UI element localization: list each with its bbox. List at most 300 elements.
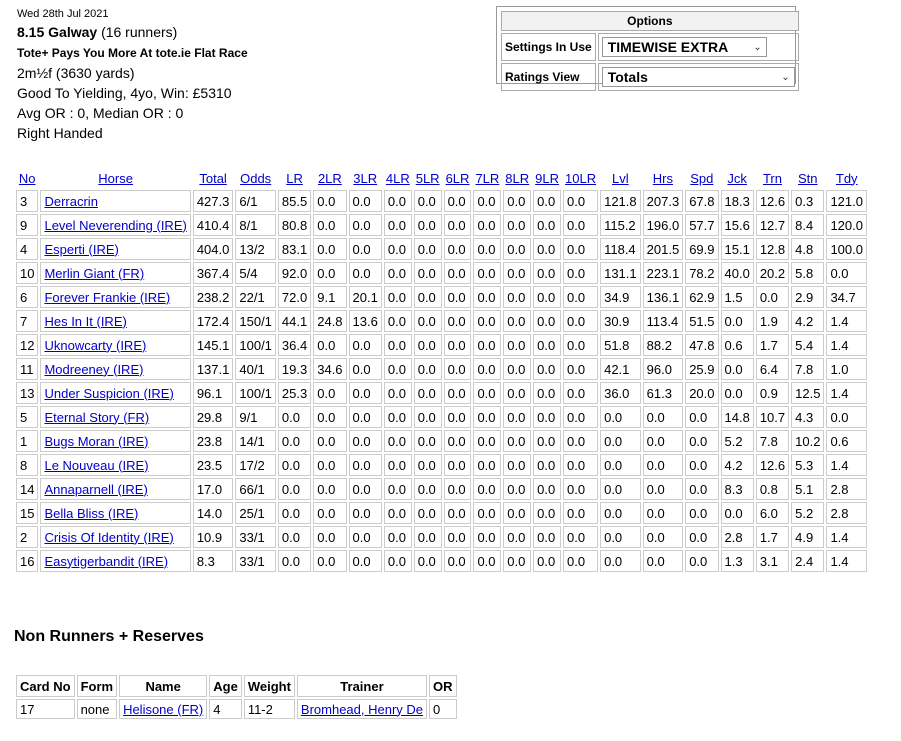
settings-select-value: TIMEWISE EXTRA [607,39,729,55]
chevron-down-icon: ⌄ [781,71,790,83]
cell-jck: 4.2 [721,454,754,476]
nr-trainer-link[interactable]: Bromhead, Henry De [300,701,424,717]
cell-trn: 12.7 [756,214,789,236]
cell-spd: 20.0 [685,382,718,404]
cell-odds: 100/1 [235,334,276,356]
cell-stn: 4.2 [791,310,824,332]
sort-link-odds[interactable]: Odds [240,170,272,186]
cell-no: 4 [16,238,38,260]
cell-6lr: 0.0 [444,526,472,548]
cell-lvl: 0.0 [600,478,641,500]
cell-8lr: 0.0 [503,358,531,380]
race-time-course: 8.15 Galway [17,24,98,40]
ratings-cell [598,63,799,91]
horse-cell [40,454,190,476]
horse-link[interactable]: Annaparnell (IRE) [44,481,148,497]
cell-jck: 0.0 [721,382,754,404]
non-runners-header-row [16,675,457,697]
cell-6lr: 0.0 [444,454,472,476]
horse-link[interactable]: Esperti (IRE) [44,241,119,257]
cell-8lr: 0.0 [503,214,531,236]
cell-2lr: 34.6 [313,358,346,380]
sort-link-spd[interactable]: Spd [690,170,714,186]
column-header-lr [278,168,311,188]
cell-3lr: 0.0 [349,430,382,452]
cell-spd: 69.9 [685,238,718,260]
cell-8lr: 0.0 [503,454,531,476]
sort-link-tdy[interactable]: Tdy [835,170,858,186]
chevron-down-icon: ⌄ [753,41,762,53]
horse-link[interactable]: Under Suspicion (IRE) [44,385,174,401]
cell-stn: 0.3 [791,190,824,212]
nr-column-header: Form [77,675,118,697]
horse-link[interactable]: Bella Bliss (IRE) [44,505,139,521]
cell-stn: 10.2 [791,430,824,452]
horse-cell [40,550,190,572]
cell-odds: 9/1 [235,406,276,428]
cell-7lr: 0.0 [473,358,501,380]
cell-2lr: 0.0 [313,262,346,284]
cell-tdy: 1.4 [826,454,867,476]
horse-link[interactable]: Easytigerbandit (IRE) [44,553,169,569]
cell-lr: 19.3 [278,358,311,380]
sort-link-9lr[interactable]: 9LR [535,170,560,186]
cell-total: 137.1 [193,358,234,380]
cell-spd: 0.0 [685,526,718,548]
sort-link-no[interactable]: No [18,170,36,186]
horse-link[interactable]: Crisis Of Identity (IRE) [44,529,174,545]
cell-4lr: 0.0 [384,526,412,548]
table-row [16,526,867,548]
cell-odds: 33/1 [235,526,276,548]
nr-cell: 4 [209,699,242,719]
sort-link-4lr[interactable]: 4LR [385,170,410,186]
cell-trn: 0.8 [756,478,789,500]
cell-4lr: 0.0 [384,334,412,356]
cell-stn: 7.8 [791,358,824,380]
cell-spd: 62.9 [685,286,718,308]
cell-lvl: 42.1 [600,358,641,380]
horse-link[interactable]: Bugs Moran (IRE) [44,433,149,449]
cell-8lr: 0.0 [503,190,531,212]
cell-lr: 0.0 [278,430,311,452]
table-row [16,699,457,719]
cell-2lr: 0.0 [313,214,346,236]
cell-2lr: 0.0 [313,334,346,356]
cell-total: 96.1 [193,382,234,404]
cell-tdy: 0.6 [826,430,867,452]
cell-no: 6 [16,286,38,308]
cell-9lr: 0.0 [533,502,561,524]
cell-4lr: 0.0 [384,454,412,476]
horse-link[interactable]: Merlin Giant (FR) [44,265,145,281]
cell-5lr: 0.0 [414,382,442,404]
cell-2lr: 0.0 [313,502,346,524]
race-date: Wed 28th Jul 2021 [17,8,109,20]
cell-lr: 0.0 [278,478,311,500]
cell-10lr: 0.0 [563,406,598,428]
cell-lvl: 36.0 [600,382,641,404]
cell-10lr: 0.0 [563,262,598,284]
cell-5lr: 0.0 [414,502,442,524]
cell-tdy: 0.0 [826,406,867,428]
horse-cell [40,238,190,260]
cell-4lr: 0.0 [384,550,412,572]
cell-hrs: 201.5 [643,238,684,260]
horse-link[interactable]: Eternal Story (FR) [44,409,150,425]
cell-no: 13 [16,382,38,404]
cell-3lr: 0.0 [349,478,382,500]
cell-tdy: 1.4 [826,310,867,332]
cell-4lr: 0.0 [384,286,412,308]
cell-10lr: 0.0 [563,478,598,500]
cell-hrs: 223.1 [643,262,684,284]
cell-2lr: 0.0 [313,406,346,428]
cell-7lr: 0.0 [473,478,501,500]
horse-link[interactable]: Hes In It (IRE) [44,313,127,329]
non-runners-table [14,673,459,721]
cell-odds: 150/1 [235,310,276,332]
cell-trn: 6.4 [756,358,789,380]
non-runners-title: Non Runners + Reserves [14,628,204,645]
cell-9lr: 0.0 [533,406,561,428]
cell-9lr: 0.0 [533,382,561,404]
column-header-3lr [349,168,382,188]
cell-9lr: 0.0 [533,430,561,452]
cell-lr: 44.1 [278,310,311,332]
race-handed: Right Handed [17,125,103,141]
table-row [16,502,867,524]
cell-5lr: 0.0 [414,214,442,236]
table-row [16,358,867,380]
cell-jck: 40.0 [721,262,754,284]
cell-10lr: 0.0 [563,190,598,212]
cell-trn: 0.0 [756,286,789,308]
cell-no: 11 [16,358,38,380]
cell-jck: 1.5 [721,286,754,308]
column-header-no [16,168,38,188]
horse-cell [40,310,190,332]
cell-9lr: 0.0 [533,526,561,548]
cell-no: 9 [16,214,38,236]
horse-link[interactable]: Level Neverending (IRE) [44,217,187,233]
cell-8lr: 0.0 [503,262,531,284]
cell-stn: 4.9 [791,526,824,548]
cell-10lr: 0.0 [563,310,598,332]
cell-odds: 5/4 [235,262,276,284]
cell-7lr: 0.0 [473,238,501,260]
cell-10lr: 0.0 [563,286,598,308]
cell-spd: 78.2 [685,262,718,284]
options-header: Options [501,11,799,31]
cell-6lr: 0.0 [444,358,472,380]
cell-tdy: 1.0 [826,358,867,380]
cell-total: 238.2 [193,286,234,308]
cell-no: 2 [16,526,38,548]
cell-total: 427.3 [193,190,234,212]
race-info [17,6,487,143]
cell-8lr: 0.0 [503,406,531,428]
cell-3lr: 0.0 [349,550,382,572]
cell-lr: 72.0 [278,286,311,308]
race-distance: 2m½f (3630 yards) [17,65,135,81]
cell-9lr: 0.0 [533,310,561,332]
cell-lr: 83.1 [278,238,311,260]
table-row [16,430,867,452]
cell-spd: 0.0 [685,502,718,524]
cell-jck: 8.3 [721,478,754,500]
settings-select[interactable] [602,37,767,57]
cell-5lr: 0.0 [414,262,442,284]
cell-3lr: 0.0 [349,238,382,260]
column-header-horse [40,168,190,188]
cell-lr: 0.0 [278,502,311,524]
sort-link-6lr[interactable]: 6LR [445,170,470,186]
cell-4lr: 0.0 [384,406,412,428]
column-header-10lr [563,168,598,188]
cell-lvl: 0.0 [600,526,641,548]
cell-4lr: 0.0 [384,190,412,212]
cell-stn: 5.1 [791,478,824,500]
nr-cell: 0 [429,699,457,719]
column-header-8lr [503,168,531,188]
cell-lvl: 121.8 [600,190,641,212]
horse-cell [40,214,190,236]
table-row [16,550,867,572]
cell-6lr: 0.0 [444,238,472,260]
nr-horse-link[interactable]: Helisone (FR) [123,701,204,717]
cell-odds: 66/1 [235,478,276,500]
cell-5lr: 0.0 [414,334,442,356]
column-header-jck [721,168,754,188]
cell-no: 7 [16,310,38,332]
cell-5lr: 0.0 [414,430,442,452]
horse-cell [40,478,190,500]
cell-10lr: 0.0 [563,526,598,548]
cell-5lr: 0.0 [414,190,442,212]
horse-cell [40,406,190,428]
cell-odds: 6/1 [235,190,276,212]
cell-9lr: 0.0 [533,358,561,380]
cell-no: 16 [16,550,38,572]
sort-link-jck[interactable]: Jck [727,170,747,186]
cell-lr: 0.0 [278,550,311,572]
cell-6lr: 0.0 [444,190,472,212]
ratings-label: Ratings View [501,63,596,91]
race-going: Good To Yielding, 4yo, Win: £5310 [17,85,232,101]
horse-link[interactable]: Forever Frankie (IRE) [44,289,171,305]
runners-table [14,166,869,574]
cell-no: 15 [16,502,38,524]
cell-spd: 0.0 [685,430,718,452]
nr-cell [119,699,207,719]
cell-3lr: 0.0 [349,526,382,548]
cell-4lr: 0.0 [384,214,412,236]
cell-6lr: 0.0 [444,406,472,428]
cell-9lr: 0.0 [533,550,561,572]
cell-jck: 0.0 [721,502,754,524]
cell-stn: 8.4 [791,214,824,236]
cell-spd: 0.0 [685,406,718,428]
horse-cell [40,502,190,524]
cell-lvl: 34.9 [600,286,641,308]
horse-cell [40,358,190,380]
sort-link-7lr[interactable]: 7LR [475,170,500,186]
cell-stn: 12.5 [791,382,824,404]
cell-odds: 14/1 [235,430,276,452]
table-row [16,406,867,428]
sort-link-lr[interactable]: LR [286,170,303,186]
options-panel [496,6,796,84]
cell-3lr: 20.1 [349,286,382,308]
cell-trn: 10.7 [756,406,789,428]
cell-stn: 5.3 [791,454,824,476]
column-header-7lr [473,168,501,188]
cell-8lr: 0.0 [503,286,531,308]
table-row [16,310,867,332]
cell-2lr: 0.0 [313,526,346,548]
cell-lr: 0.0 [278,526,311,548]
cell-odds: 33/1 [235,550,276,572]
horse-link[interactable]: Uknowcarty (IRE) [44,337,147,353]
cell-no: 8 [16,454,38,476]
table-row [16,190,867,212]
cell-lr: 25.3 [278,382,311,404]
cell-7lr: 0.0 [473,334,501,356]
cell-7lr: 0.0 [473,190,501,212]
cell-6lr: 0.0 [444,478,472,500]
sort-link-total[interactable]: Total [199,170,227,186]
cell-3lr: 0.0 [349,214,382,236]
sort-link-hrs[interactable]: Hrs [652,170,674,186]
cell-9lr: 0.0 [533,454,561,476]
cell-10lr: 0.0 [563,334,598,356]
column-header-spd [685,168,718,188]
cell-9lr: 0.0 [533,214,561,236]
cell-10lr: 0.0 [563,502,598,524]
options-table [499,9,801,93]
cell-odds: 17/2 [235,454,276,476]
cell-3lr: 0.0 [349,454,382,476]
runners-count: (16 runners) [101,24,178,40]
cell-odds: 22/1 [235,286,276,308]
cell-trn: 20.2 [756,262,789,284]
ratings-select[interactable] [602,67,795,87]
sort-link-10lr[interactable]: 10LR [565,170,597,186]
cell-lvl: 118.4 [600,238,641,260]
cell-lr: 0.0 [278,406,311,428]
sort-link-5lr[interactable]: 5LR [415,170,440,186]
cell-hrs: 207.3 [643,190,684,212]
horse-cell [40,334,190,356]
cell-7lr: 0.0 [473,550,501,572]
cell-no: 3 [16,190,38,212]
sort-link-lvl[interactable]: Lvl [612,170,629,186]
cell-jck: 2.8 [721,526,754,548]
cell-7lr: 0.0 [473,214,501,236]
cell-tdy: 0.0 [826,262,867,284]
cell-hrs: 0.0 [643,406,684,428]
cell-tdy: 34.7 [826,286,867,308]
cell-trn: 12.6 [756,190,789,212]
cell-spd: 51.5 [685,310,718,332]
cell-tdy: 1.4 [826,550,867,572]
cell-stn: 5.2 [791,502,824,524]
cell-spd: 57.7 [685,214,718,236]
sort-link-stn[interactable]: Stn [798,170,818,186]
cell-odds: 25/1 [235,502,276,524]
cell-trn: 7.8 [756,430,789,452]
cell-lr: 85.5 [278,190,311,212]
cell-4lr: 0.0 [384,478,412,500]
cell-hrs: 0.0 [643,478,684,500]
column-header-odds [235,168,276,188]
cell-lr: 36.4 [278,334,311,356]
cell-total: 14.0 [193,502,234,524]
cell-no: 12 [16,334,38,356]
cell-tdy: 2.8 [826,478,867,500]
cell-7lr: 0.0 [473,430,501,452]
table-row [16,262,867,284]
cell-8lr: 0.0 [503,478,531,500]
horse-cell [40,286,190,308]
column-header-total [193,168,234,188]
cell-stn: 5.4 [791,334,824,356]
column-header-4lr [384,168,412,188]
cell-6lr: 0.0 [444,310,472,332]
nr-column-header: OR [429,675,457,697]
sort-link-horse[interactable]: Horse [98,170,133,186]
column-header-5lr [414,168,442,188]
cell-4lr: 0.0 [384,358,412,380]
cell-2lr: 0.0 [313,238,346,260]
column-header-9lr [533,168,561,188]
cell-5lr: 0.0 [414,550,442,572]
sort-link-2lr[interactable]: 2LR [317,170,342,186]
cell-jck: 0.0 [721,358,754,380]
cell-5lr: 0.0 [414,478,442,500]
cell-no: 14 [16,478,38,500]
cell-lr: 0.0 [278,454,311,476]
cell-trn: 6.0 [756,502,789,524]
sort-link-8lr[interactable]: 8LR [505,170,530,186]
cell-4lr: 0.0 [384,502,412,524]
cell-lr: 92.0 [278,262,311,284]
nr-cell: 17 [16,699,75,719]
cell-10lr: 0.0 [563,238,598,260]
cell-10lr: 0.0 [563,454,598,476]
cell-total: 23.8 [193,430,234,452]
cell-lvl: 115.2 [600,214,641,236]
cell-8lr: 0.0 [503,526,531,548]
horse-cell [40,382,190,404]
horse-link[interactable]: Modreeney (IRE) [44,361,144,377]
cell-hrs: 61.3 [643,382,684,404]
sort-link-3lr[interactable]: 3LR [353,170,378,186]
cell-2lr: 0.0 [313,478,346,500]
cell-4lr: 0.0 [384,238,412,260]
cell-spd: 67.8 [685,190,718,212]
cell-odds: 13/2 [235,238,276,260]
cell-lvl: 30.9 [600,310,641,332]
cell-tdy: 2.8 [826,502,867,524]
nr-column-header: Age [209,675,242,697]
horse-link[interactable]: Le Nouveau (IRE) [44,457,149,473]
cell-10lr: 0.0 [563,358,598,380]
sort-link-trn[interactable]: Trn [762,170,782,186]
horse-link[interactable]: Derracrin [44,193,98,209]
nr-column-header: Trainer [297,675,427,697]
